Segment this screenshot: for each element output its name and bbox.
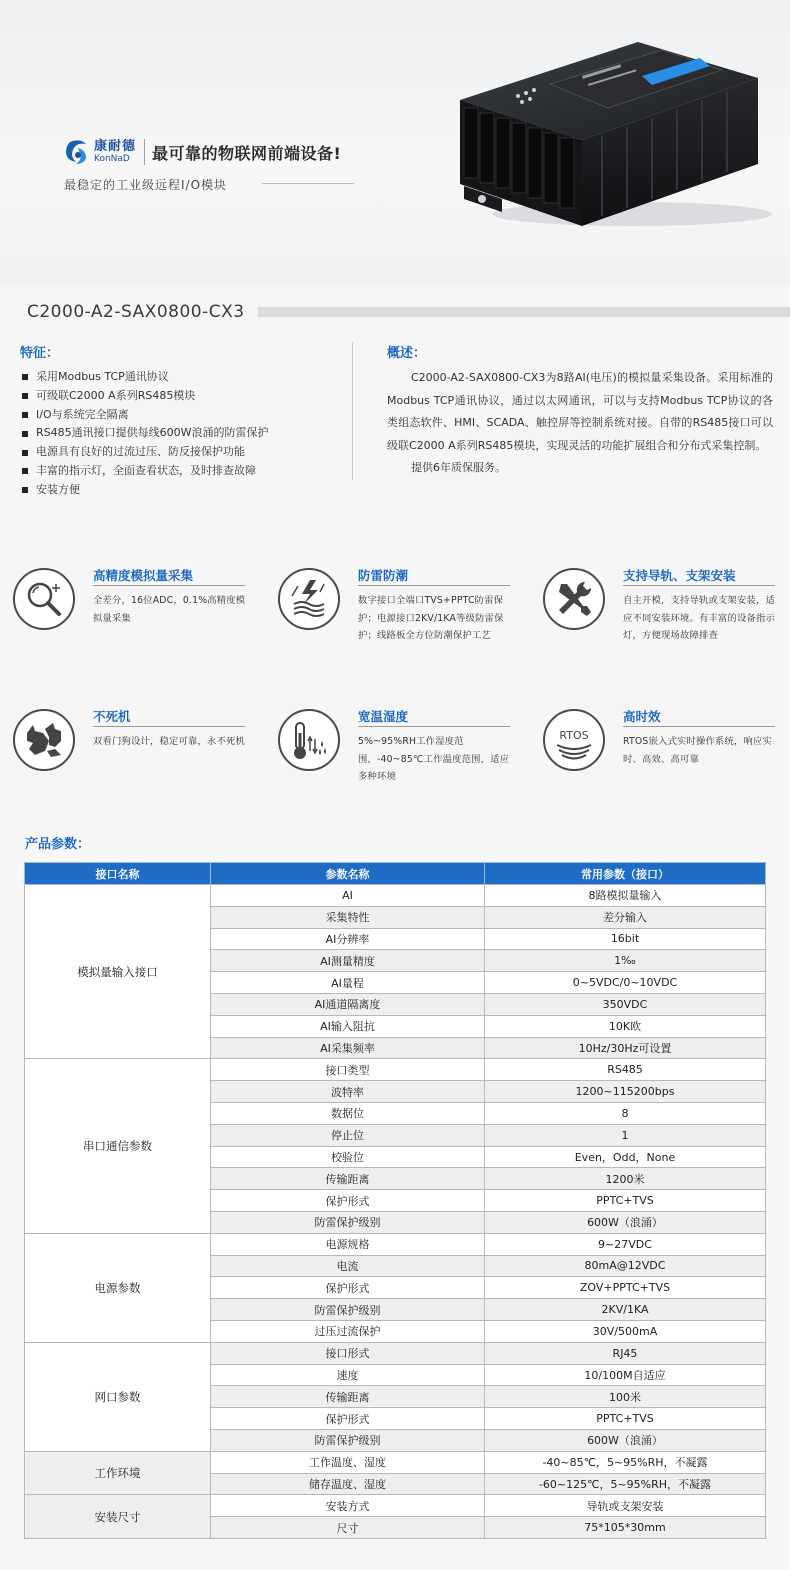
card-title: 支持导轨、支架安装: [623, 568, 736, 583]
feature-text: I/O与系统完全隔离: [36, 407, 129, 421]
bullet-square-icon: [22, 450, 28, 456]
header-interface: 接口名称: [25, 863, 211, 885]
feature-card-lightning: [278, 568, 528, 658]
param-value-cell: 差分输入: [485, 906, 766, 928]
logo-divider: [144, 139, 145, 165]
group-name-cell: 安装尺寸: [25, 1495, 211, 1539]
group-name-cell: 模拟量输入接口: [25, 885, 211, 1059]
card-title: 高时效: [623, 709, 661, 724]
param-name-cell: 尺寸: [211, 1517, 485, 1539]
param-value-cell: PPTC+TVS: [485, 1408, 766, 1430]
param-name-cell: 防雷保护级别: [211, 1429, 485, 1451]
params-body: [25, 885, 766, 1539]
param-name-cell: 过压过流保护: [211, 1320, 485, 1342]
param-name-cell: 数据位: [211, 1102, 485, 1124]
tools-icon: [545, 570, 603, 628]
card-title: 高精度模拟量采集: [93, 568, 194, 583]
card-desc: 自主开模，支持导轨或支架安装，适应不同安装环境。有丰富的设备指示灯，方便现场故障排查: [623, 595, 775, 641]
card-underline: [623, 726, 775, 727]
rtos-icon: [545, 711, 603, 769]
param-name-cell: 接口类型: [211, 1059, 485, 1081]
card-icon-circle: [13, 709, 75, 771]
param-value-cell: 1: [485, 1124, 766, 1146]
feature-card-precision: [13, 568, 263, 658]
param-name-cell: 波特率: [211, 1081, 485, 1103]
group-name-cell: 网口参数: [25, 1342, 211, 1451]
card-icon-circle: [278, 709, 340, 771]
thermometer-icon: [280, 711, 338, 769]
param-name-cell: AI测量精度: [211, 950, 485, 972]
feature-card-watchdog: [13, 709, 263, 799]
list-item: [20, 424, 340, 443]
list-item: [20, 406, 340, 425]
param-name-cell: 保护形式: [211, 1408, 485, 1430]
bullet-square-icon: [22, 468, 28, 474]
param-name-cell: 防雷保护级别: [211, 1211, 485, 1233]
list-item: [20, 481, 340, 500]
card-desc: 数字接口全端口TVS+PPTC防雷保护；电源接口2KV/1KA等级防雷保护；线路板全方位防潮保护工艺: [358, 595, 504, 641]
card-desc: 5%~95%RH工作湿度范围，-40~85℃工作温度范围，适应多种环境: [358, 736, 510, 782]
table-row: [25, 1451, 766, 1473]
group-name-cell: 串口通信参数: [25, 1059, 211, 1233]
table-row: [25, 1233, 766, 1255]
param-value-cell: 10/100M自适应: [485, 1364, 766, 1386]
slogan: 最可靠的物联网前端设备!: [152, 143, 342, 163]
model-title-bar: [258, 307, 790, 317]
param-name-cell: 保护形式: [211, 1277, 485, 1299]
param-name-cell: 电源规格: [211, 1233, 485, 1255]
table-row: [25, 1342, 766, 1364]
table-row: [25, 1059, 766, 1081]
features-title: 特征：: [20, 346, 60, 361]
param-name-cell: 校验位: [211, 1146, 485, 1168]
param-value-cell: 0~5VDC/0~10VDC: [485, 972, 766, 994]
card-title: 宽温湿度: [358, 709, 409, 724]
param-value-cell: 100米: [485, 1386, 766, 1408]
list-item: [20, 443, 340, 462]
param-value-cell: 1‰: [485, 950, 766, 972]
param-value-cell: 600W（浪涌）: [485, 1211, 766, 1233]
param-name-cell: AI通道隔离度: [211, 993, 485, 1015]
param-value-cell: 30V/500mA: [485, 1320, 766, 1342]
param-name-cell: 停止位: [211, 1124, 485, 1146]
param-name-cell: AI分辨率: [211, 928, 485, 950]
feature-card-temperature: [278, 709, 528, 799]
features-section: [20, 342, 340, 500]
overview-paragraph: C2000-A2-SAX0800-CX3为8路AI(电压)的模拟量采集设备。采用标准的Modbus TCP通讯协议，通过以太网通讯，可以与支持Modbus TCP协议的各类组态软件、HMI、SCADA、触控屏等控制系统对接。自带的RS485接口可以级联C2000 A系列RS485模块，实现灵活的功能扩展组合和分布式采集控制。: [387, 371, 773, 452]
section-divider: [352, 342, 353, 480]
param-value-cell: ZOV+PPTC+TVS: [485, 1277, 766, 1299]
param-name-cell: 传输距离: [211, 1168, 485, 1190]
card-icon-circle: [543, 568, 605, 630]
lightning-icon: [280, 570, 338, 628]
feature-text: 可级联C2000 A系列RS485模块: [36, 388, 196, 402]
group-name-cell: 电源参数: [25, 1233, 211, 1342]
card-underline: [93, 726, 245, 727]
card-underline: [358, 726, 510, 727]
card-desc: 双看门狗设计，稳定可靠，永不死机: [93, 736, 245, 747]
param-value-cell: 80mA@12VDC: [485, 1255, 766, 1277]
param-name-cell: 速度: [211, 1364, 485, 1386]
param-name-cell: 防雷保护级别: [211, 1299, 485, 1321]
feature-text: 电源具有良好的过流过压、防反接保护功能: [36, 445, 245, 459]
card-icon-circle: [278, 568, 340, 630]
watchdog-icon: [15, 711, 73, 769]
param-value-cell: 9~27VDC: [485, 1233, 766, 1255]
param-value-cell: 8路模拟量输入: [485, 885, 766, 907]
card-underline: [623, 585, 775, 586]
feature-card-mounting: [543, 568, 790, 658]
param-value-cell: -60~125℃，5~95%RH，不凝露: [485, 1473, 766, 1495]
overview-warranty: 提供6年质保服务。: [411, 461, 506, 474]
param-name-cell: 电流: [211, 1255, 485, 1277]
subslogan: 最稳定的工业级远程I/O模块: [64, 178, 228, 192]
magnifier-icon: [15, 570, 73, 628]
param-value-cell: Even，Odd，None: [485, 1146, 766, 1168]
feature-text: 丰富的指示灯，全面查看状态，及时排查故障: [36, 463, 256, 477]
params-title: 产品参数：: [25, 837, 91, 852]
overview-title: 概述：: [387, 346, 427, 361]
param-name-cell: 接口形式: [211, 1342, 485, 1364]
param-name-cell: 传输距离: [211, 1386, 485, 1408]
param-value-cell: RJ45: [485, 1342, 766, 1364]
bullet-square-icon: [22, 374, 28, 380]
table-header-row: [25, 863, 766, 885]
param-value-cell: 8: [485, 1102, 766, 1124]
group-name-cell: 工作环境: [25, 1451, 211, 1495]
table-row: [25, 885, 766, 907]
feature-text: 安装方便: [36, 482, 80, 496]
list-item: [20, 462, 340, 481]
feature-card-rtos: [543, 709, 790, 799]
param-value-cell: 1200~115200bps: [485, 1081, 766, 1103]
card-title: 不死机: [93, 709, 131, 724]
card-icon-circle: [543, 709, 605, 771]
param-value-cell: 350VDC: [485, 993, 766, 1015]
param-value-cell: 10Hz/30Hz可设置: [485, 1037, 766, 1059]
param-value-cell: -40~85℃，5~95%RH，不凝露: [485, 1451, 766, 1473]
card-desc: 全差分，16位ADC，0.1%高精度模拟量采集: [93, 595, 246, 624]
subslogan-line: [262, 183, 354, 184]
param-value-cell: 2KV/1KA: [485, 1299, 766, 1321]
brand-logo: [64, 138, 341, 166]
param-name-cell: AI输入阻抗: [211, 1015, 485, 1037]
hero-banner: [0, 0, 790, 285]
param-name-cell: AI量程: [211, 972, 485, 994]
card-title: 防雷防潮: [358, 568, 409, 583]
header-value: 常用参数（接口）: [485, 863, 766, 885]
param-value-cell: 导轨或支架安装: [485, 1495, 766, 1517]
param-value-cell: 75*105*30mm: [485, 1517, 766, 1539]
param-value-cell: 16bit: [485, 928, 766, 950]
logo-en-text: KonNaD: [94, 154, 130, 164]
model-title: C2000-A2-SAX0800-CX3: [27, 302, 245, 322]
list-item: [20, 368, 340, 387]
konnad-logo-icon: [64, 138, 90, 166]
header-param: 参数名称: [211, 863, 485, 885]
card-desc: RTOS嵌入式实时操作系统，响应实时、高效、高可靠: [623, 736, 772, 765]
param-name-cell: AI: [211, 885, 485, 907]
param-value-cell: 600W（浪涌）: [485, 1429, 766, 1451]
table-row: [25, 1495, 766, 1517]
params-table: [24, 862, 766, 1539]
param-name-cell: 安装方式: [211, 1495, 485, 1517]
card-icon-circle: [13, 568, 75, 630]
feature-text: RS485通讯接口提供每线600W浪涌的防雷保护: [36, 426, 269, 440]
param-value-cell: 1200米: [485, 1168, 766, 1190]
overview-section: [387, 342, 773, 480]
rtos-icon-text: RTOS: [559, 729, 589, 742]
card-underline: [93, 585, 245, 586]
logo-cn-text: 康耐德: [94, 139, 137, 154]
param-value-cell: RS485: [485, 1059, 766, 1081]
features-list: [20, 368, 340, 500]
feature-text: 采用Modbus TCP通讯协议: [36, 370, 169, 383]
param-value-cell: PPTC+TVS: [485, 1190, 766, 1212]
bullet-square-icon: [22, 431, 28, 437]
bullet-square-icon: [22, 412, 28, 418]
bullet-square-icon: [22, 487, 28, 493]
param-value-cell: 10K欧: [485, 1015, 766, 1037]
param-name-cell: 保护形式: [211, 1190, 485, 1212]
param-name-cell: 工作温度、湿度: [211, 1451, 485, 1473]
device-product-image: [432, 36, 772, 232]
bullet-square-icon: [22, 393, 28, 399]
card-underline: [358, 585, 510, 586]
param-name-cell: 采集特性: [211, 906, 485, 928]
param-name-cell: AI采集频率: [211, 1037, 485, 1059]
list-item: [20, 387, 340, 406]
param-name-cell: 储存温度、湿度: [211, 1473, 485, 1495]
